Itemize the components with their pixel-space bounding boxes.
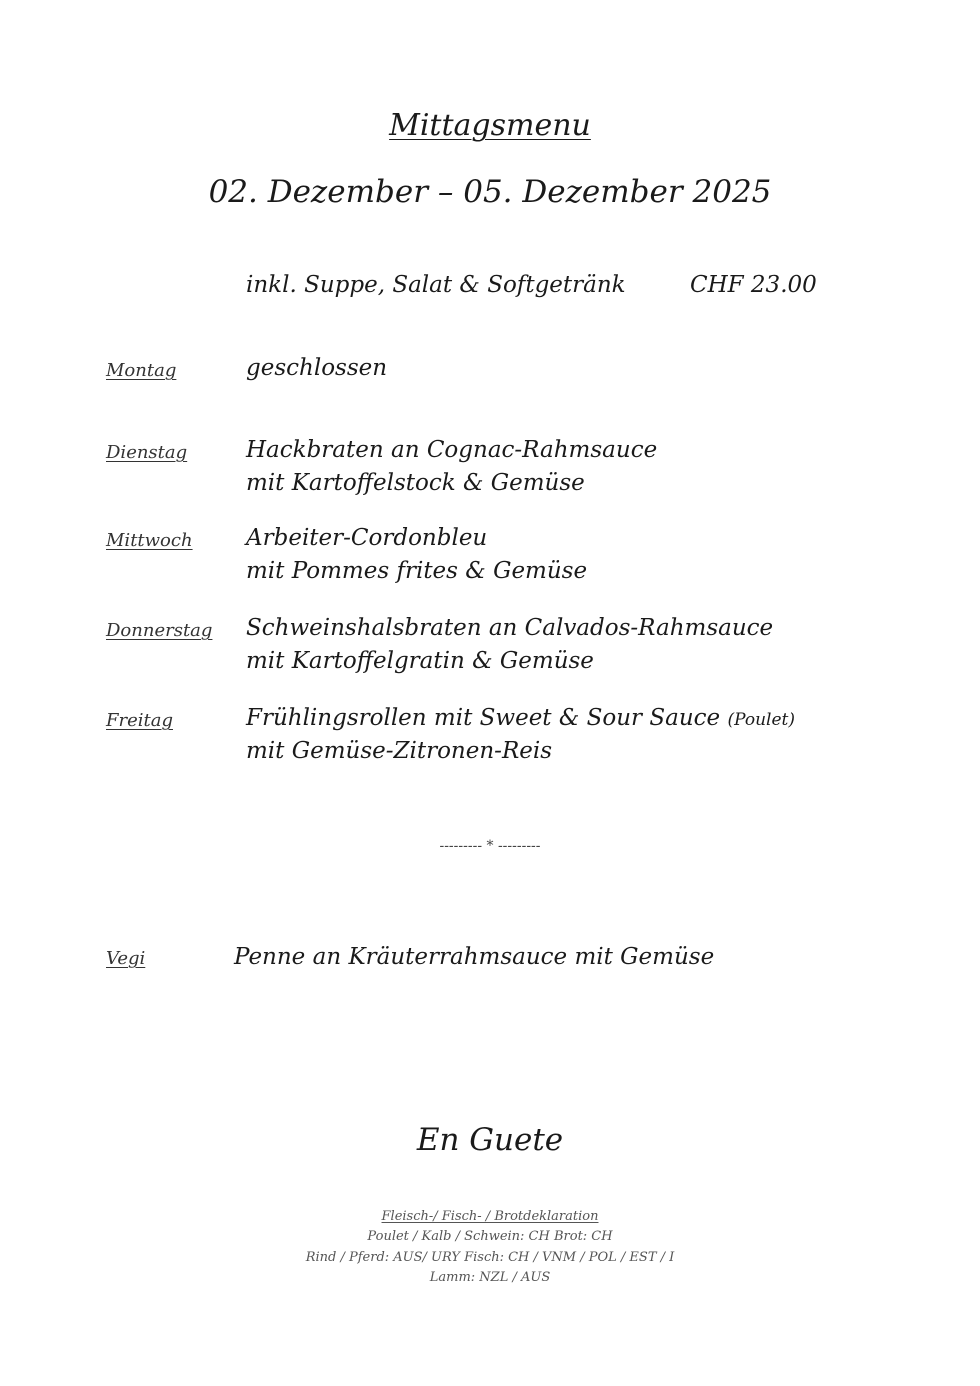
dish-dienstag-line1: Hackbraten an Cognac-Rahmsauce (246, 437, 658, 463)
vegi-label: Vegi (106, 948, 146, 969)
dish-mittwoch-line1: Arbeiter-Cordonbleu (246, 525, 488, 551)
price: CHF 23.00 (690, 272, 817, 298)
closing-greeting: En Guete (416, 1122, 564, 1158)
menu-title: Mittagsmenu (389, 108, 591, 143)
dish-freitag-line2: mit Gemüse-Zitronen-Reis (246, 738, 553, 764)
date-range: 02. Dezember – 05. Dezember 2025 (208, 174, 772, 210)
includes-text: inkl. Suppe, Salat & Softgetränk (246, 272, 626, 298)
dish-freitag-line1 (246, 705, 795, 731)
declaration-line: Poulet / Kalb / Schwein: CH Brot: CH (367, 1229, 613, 1244)
declaration-title: Fleisch-/ Fisch- / Brotdeklaration (381, 1209, 599, 1224)
section-divider: --------- * --------- (439, 838, 541, 854)
day-label-montag: Montag (106, 360, 177, 381)
dish-mittwoch-line2: mit Pommes frites & Gemüse (246, 558, 588, 584)
day-label-dienstag: Dienstag (106, 442, 188, 463)
dish-montag-line1: geschlossen (246, 355, 388, 381)
day-label-donnerstag: Donnerstag (106, 620, 213, 641)
dish-freitag-text: Frühlingsrollen mit Sweet & Sour Sauce (246, 705, 721, 731)
dish-donnerstag-line2: mit Kartoffelgratin & Gemüse (246, 648, 594, 674)
day-label-mittwoch: Mittwoch (106, 530, 193, 551)
declaration-line: Rind / Pferd: AUS/ URY Fisch: CH / VNM / POL / EST / I (305, 1250, 675, 1265)
dish-donnerstag-line1: Schweinshalsbraten an Calvados-Rahmsauce (246, 615, 774, 641)
vegi-dish: Penne an Kräuterrahmsauce mit Gemüse (234, 944, 715, 970)
day-label-freitag: Freitag (106, 710, 173, 731)
dish-dienstag-line2: mit Kartoffelstock & Gemüse (246, 470, 585, 496)
declaration-line: Lamm: NZL / AUS (429, 1270, 551, 1285)
dish-freitag-note: (Poulet) (727, 710, 795, 730)
